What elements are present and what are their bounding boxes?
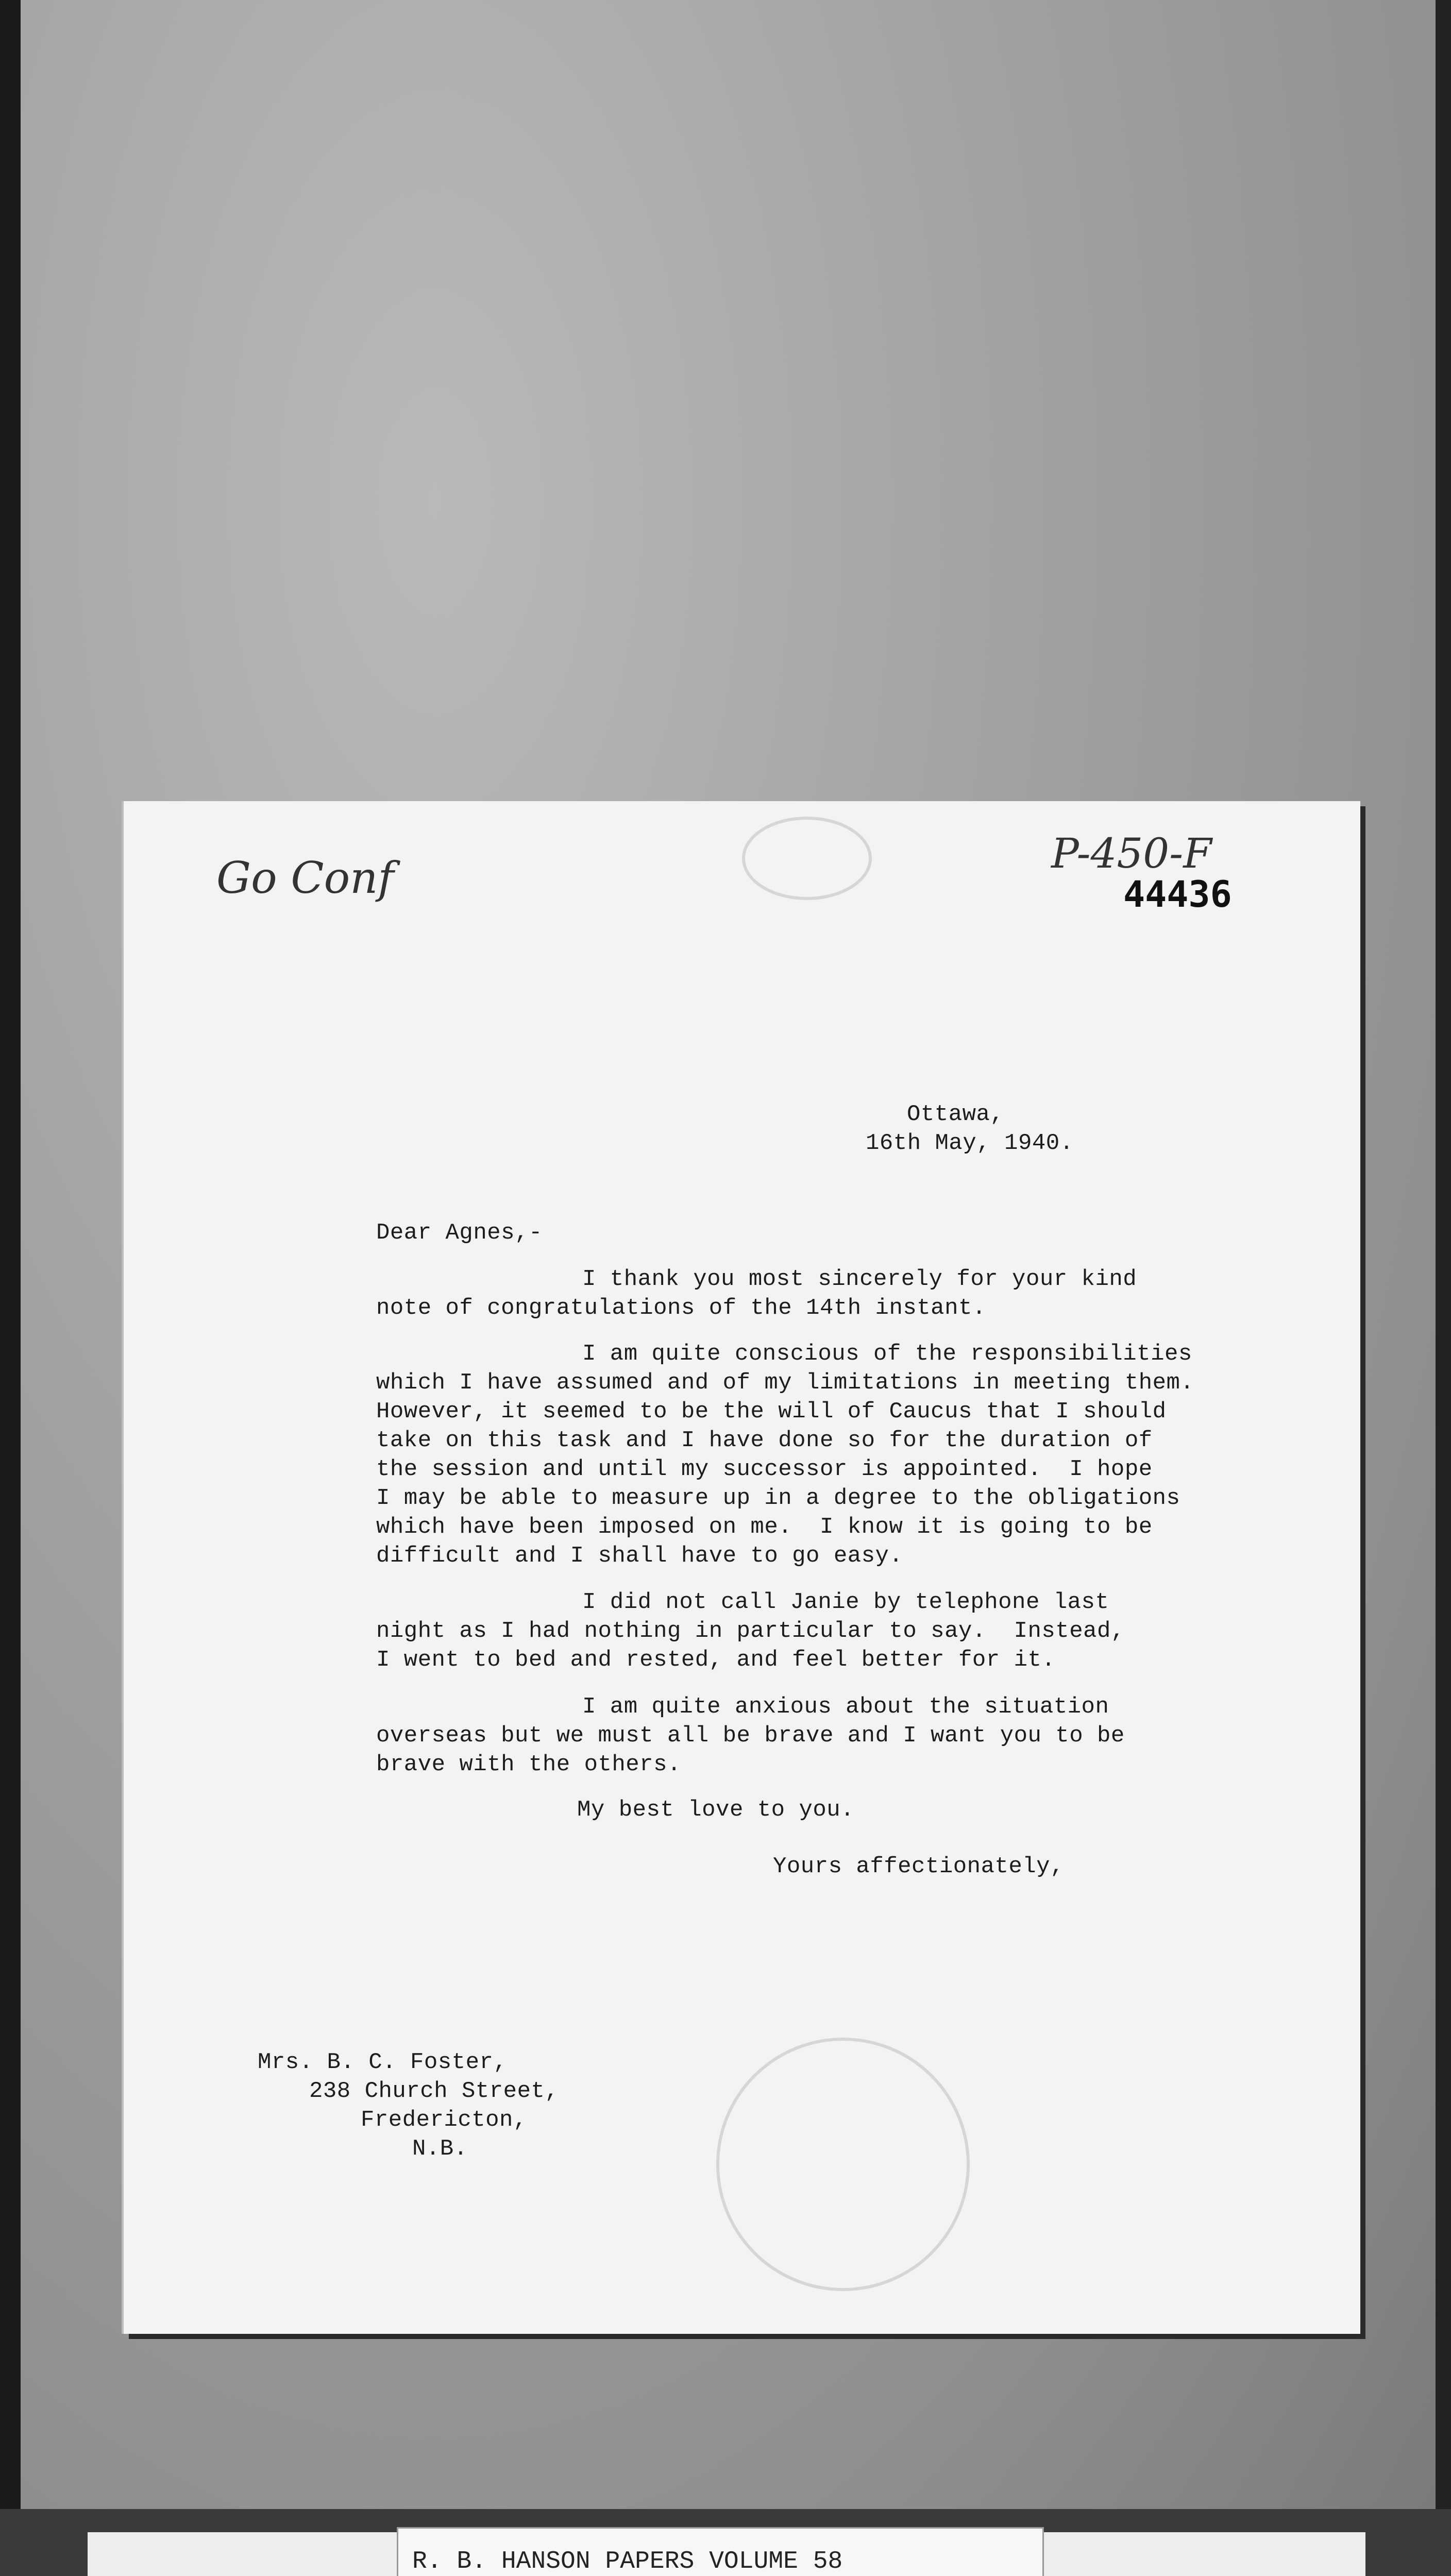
addressee-line-4: N.B. bbox=[412, 2136, 468, 2162]
addressee-line-1: Mrs. B. C. Foster, bbox=[258, 2049, 508, 2075]
paragraph-3-line-3: I went to bed and rested, and feel better for it. bbox=[376, 1647, 1056, 1673]
paragraph-2-line-2: which I have assumed and of my limitations in meeting them. bbox=[376, 1370, 1194, 1396]
ghost-stamp-top bbox=[742, 817, 872, 900]
paragraph-1-line-2: note of congratulations of the 14th instant. bbox=[376, 1295, 986, 1321]
paragraph-4-line-1: I am quite anxious about the situation bbox=[582, 1694, 1109, 1720]
volume-label: R. B. HANSON PAPERS VOLUME 58 bbox=[412, 2548, 843, 2575]
paragraph-4-line-2: overseas but we must all be brave and I want you to be bbox=[376, 1723, 1125, 1749]
right-border bbox=[1436, 0, 1451, 2576]
valediction: Yours affectionately, bbox=[773, 1854, 1064, 1879]
paragraph-3-line-1: I did not call Janie by telephone last bbox=[582, 1589, 1109, 1615]
letter-salutation: Dear Agnes,- bbox=[376, 1220, 543, 1246]
paragraph-2-line-3: However, it seemed to be the will of Caucus that I should bbox=[376, 1399, 1167, 1425]
addressee-line-2: 238 Church Street, bbox=[309, 2078, 559, 2104]
paragraph-1-line-1: I thank you most sincerely for your kind bbox=[582, 1266, 1137, 1292]
paragraph-3-line-2: night as I had nothing in particular to say. Instead, bbox=[376, 1618, 1125, 1644]
paragraph-2-line-7: which have been imposed on me. I know it is going to be bbox=[376, 1514, 1153, 1540]
letter-place: Ottawa, bbox=[907, 1101, 1004, 1127]
paragraph-2-line-5: the session and until my successor is appointed. I hope bbox=[376, 1456, 1153, 1482]
document-number: 44436 bbox=[1123, 873, 1232, 916]
ghost-stamp-bottom bbox=[716, 2038, 970, 2291]
paragraph-2-line-6: I may be able to measure up in a degree to the obligations bbox=[376, 1485, 1180, 1511]
letter-date: 16th May, 1940. bbox=[866, 1130, 1074, 1156]
left-border bbox=[0, 0, 21, 2576]
paragraph-2-line-1: I am quite conscious of the responsibilities bbox=[582, 1341, 1192, 1367]
handwritten-note-top-left: Go Conf bbox=[216, 853, 394, 903]
letter-sheet bbox=[124, 801, 1360, 2334]
closing-line: My best love to you. bbox=[577, 1797, 855, 1823]
handwritten-file-reference: P-450-F bbox=[1051, 829, 1212, 877]
paragraph-2-line-8: difficult and I shall have to go easy. bbox=[376, 1543, 903, 1569]
paragraph-4-line-3: brave with the others. bbox=[376, 1752, 681, 1777]
paragraph-2-line-4: take on this task and I have done so for the duration of bbox=[376, 1428, 1153, 1453]
addressee-line-3: Fredericton, bbox=[361, 2107, 527, 2133]
